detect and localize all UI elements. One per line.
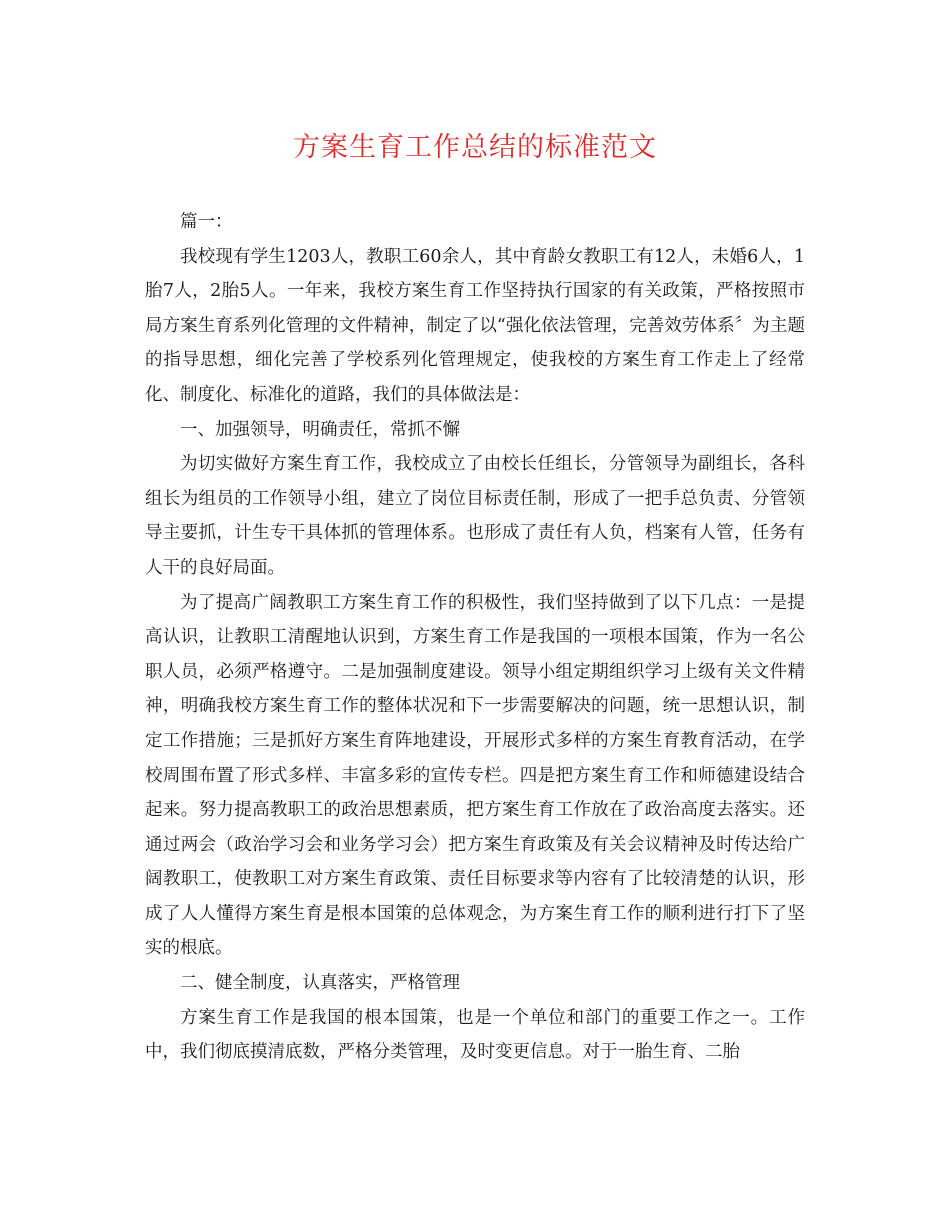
- paragraph-leadership: 为切实做好方案生育工作，我校成立了由校长任组长，分管领导为副组长，各科组长为组员的工作领导小组，建立了岗位目标责任制，形成了一把手总负责、分管领导主要抓，计生专干具体抓的管理体系。也形成了责任有人负，档案有人管，任务有人干的良好局面。: [145, 454, 805, 578]
- heading-section-2: 二、健全制度，认真落实，严格管理: [180, 973, 460, 994]
- paragraph-intro: 我校现有学生1203人，教职工60余人，其中育龄女教职工有12人，未婚6人，1胎7人，2胎5人。一年来，我校方案生育工作坚持执行国家的有关政策，严格按照市局方案生育系列化管理的文件精神，制定了以“强化依法管理，完善效劳体系〞为主题的指导思想，细化完善了学校系列化管理规定，使我校的方案生育工作走上了经常化、制度化、标准化的道路，我们的具体做法是：: [145, 246, 805, 405]
- document-body: [145, 205, 805, 1070]
- document-title: 方案生育工作总结的标准范文: [293, 132, 657, 163]
- paragraph-section-label: 篇一：: [180, 212, 233, 232]
- paragraph-measures: 为了提高广阔教职工方案生育工作的积极性，我们坚持做到了以下几点：一是提高认识，让教职工清醒地认识到，方案生育工作是我国的一项根本国策，作为一名公职人员，必须严格遵守。二是加强制度建设。领导小组定期组织学习上级有关文件精神，明确我校方案生育工作的整体状况和下一步需要解决的问题，统一思想认识，制定工作措施；三是抓好方案生育阵地建设，开展形式多样的方案生育教育活动，在学校周围布置了形式多样、丰富多彩的宣传专栏。四是把方案生育工作和师德建设结合起来。努力提高教职工的政治思想素质，把方案生育工作放在了政治高度去落实。还通过两会（政治学习会和业务学习会）把方案生育政策及有关会议精神及时传达给广阔教职工，使教职工对方案生育政策、责任目标要求等内容有了比较清楚的认识，形成了人人懂得方案生育是根本国策的总体观念，为方案生育工作的顺利进行打下了坚实的根底。: [145, 592, 805, 959]
- heading-section-1: 一、加强领导，明确责任，常抓不懈: [180, 419, 460, 440]
- paragraph-management: 方案生育工作是我国的根本国策，也是一个单位和部门的重要工作之一。工作中，我们彻底摸清底数，严格分类管理，及时变更信息。对于一胎生育、二胎: [145, 1007, 805, 1063]
